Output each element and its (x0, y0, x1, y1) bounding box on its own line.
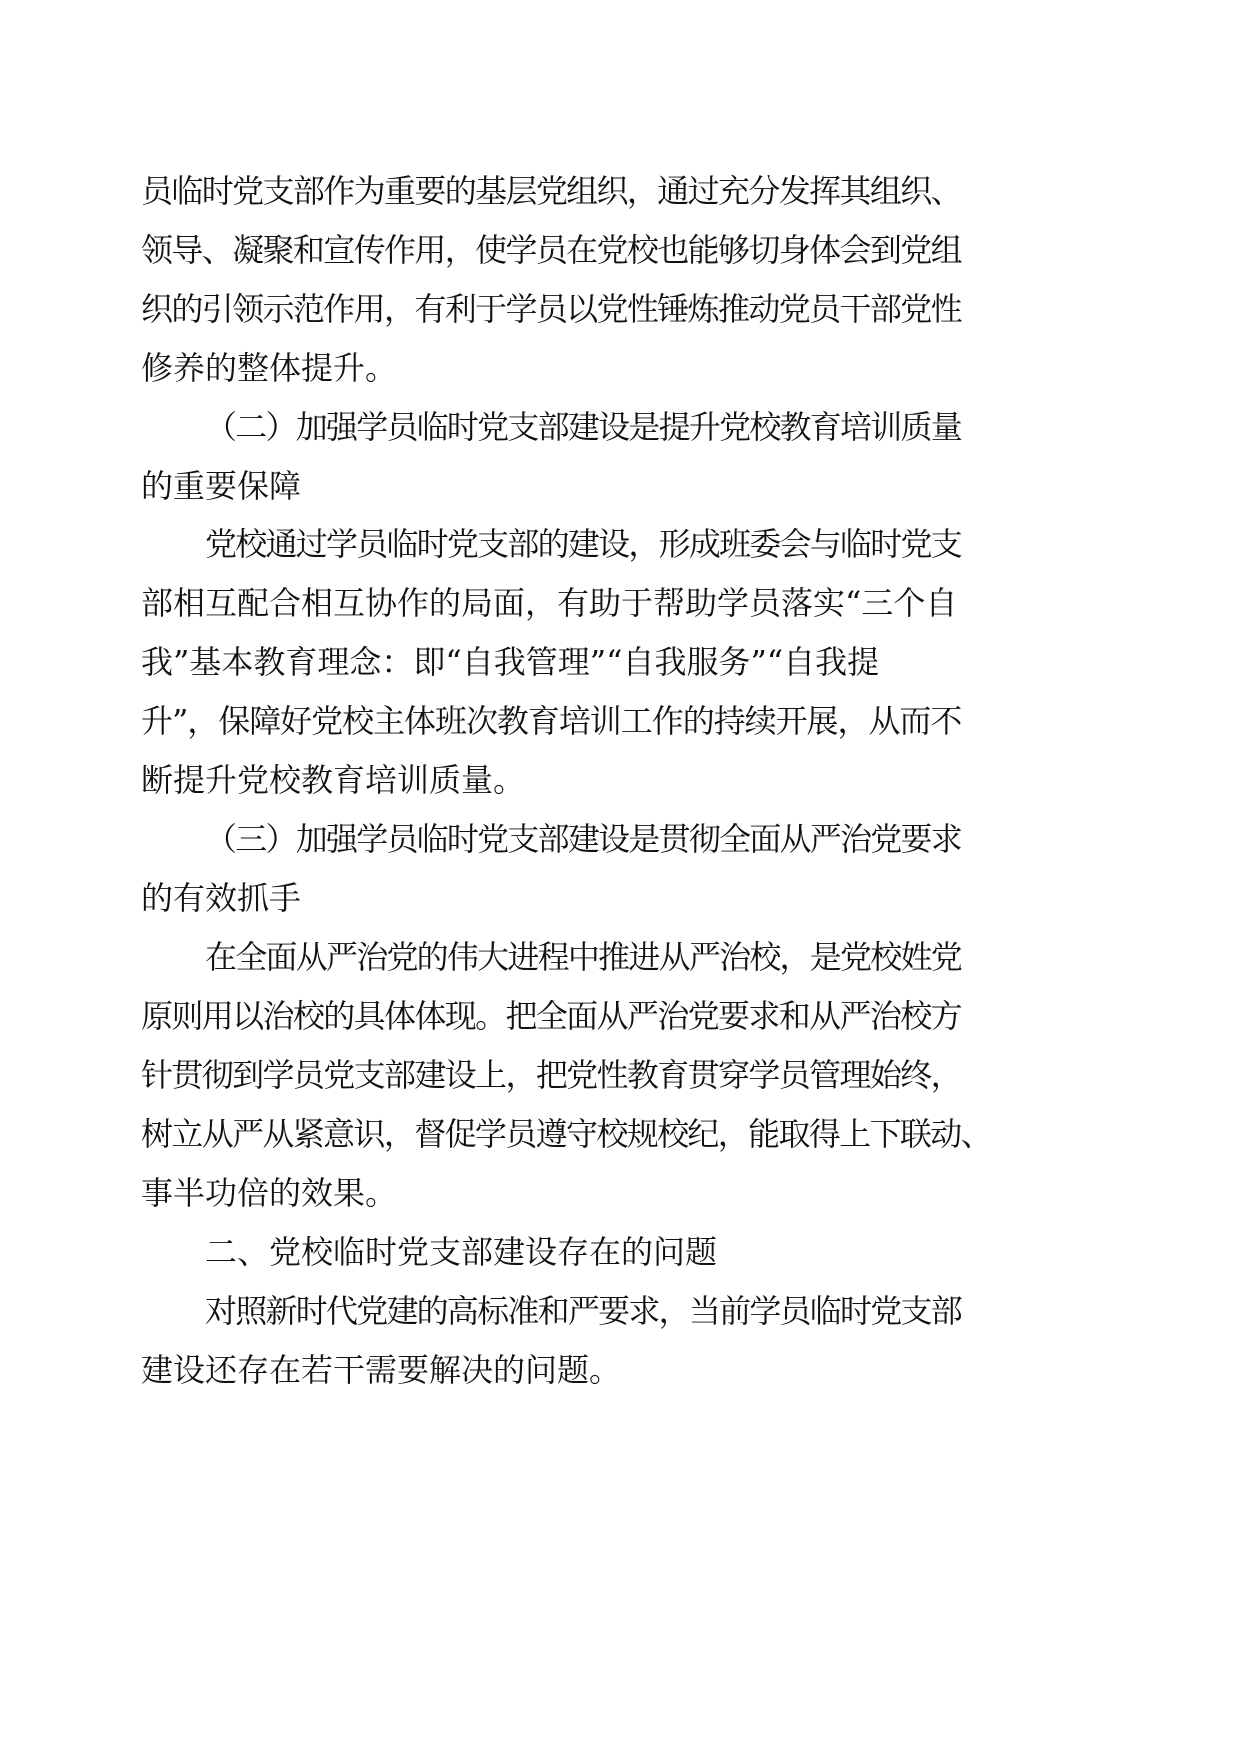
body-text-line: 断提升党校教育培训质量。 (141, 761, 526, 799)
section-heading-line: （三）加强学员临时党支部建设是贯彻全面从严治党要求 (205, 820, 962, 858)
section-heading-line: 的有效抓手 (141, 879, 302, 917)
body-text-line: 建设还存在若干需要解决的问题。 (141, 1351, 622, 1389)
body-text-line: 原则用以治校的具体体现。把全面从严治党要求和从严治校方 (141, 997, 962, 1035)
body-text-line: 我”基本教育理念：即“自我管理”“自我服务”“自我提 (141, 643, 880, 681)
body-text-line: 事半功倍的效果。 (141, 1174, 398, 1212)
body-text-line: 树立从严从紧意识，督促学员遵守校规校纪，能取得上下联动、 (141, 1115, 992, 1153)
body-text-line: 在全面从严治党的伟大进程中推进从严治校，是党校姓党 (205, 938, 962, 976)
body-text-line: 织的引领示范作用，有利于学员以党性锤炼推动党员干部党性 (141, 290, 962, 328)
body-text-line: 员临时党支部作为重要的基层党组织，通过充分发挥其组织、 (141, 172, 962, 210)
body-text-line: 升”，保障好党校主体班次教育培训工作的持续开展，从而不 (141, 702, 962, 740)
section-heading-line: 的重要保障 (141, 467, 302, 505)
body-text-line: 领导、凝聚和宣传作用，使学员在党校也能够切身体会到党组 (141, 231, 962, 269)
body-text-line: 对照新时代党建的高标准和严要求，当前学员临时党支部 (205, 1292, 962, 1330)
section-heading-line: （二）加强学员临时党支部建设是提升党校教育培训质量 (205, 408, 962, 446)
chapter-heading-line: 二、党校临时党支部建设存在的问题 (205, 1233, 718, 1271)
body-text-line: 修养的整体提升。 (141, 349, 398, 387)
body-text-line: 党校通过学员临时党支部的建设，形成班委会与临时党支 (205, 525, 962, 563)
body-text-line: 部相互配合相互协作的局面，有助于帮助学员落实“三个自 (141, 584, 958, 622)
body-text-line: 针贯彻到学员党支部建设上，把党性教育贯穿学员管理始终， (141, 1056, 962, 1094)
